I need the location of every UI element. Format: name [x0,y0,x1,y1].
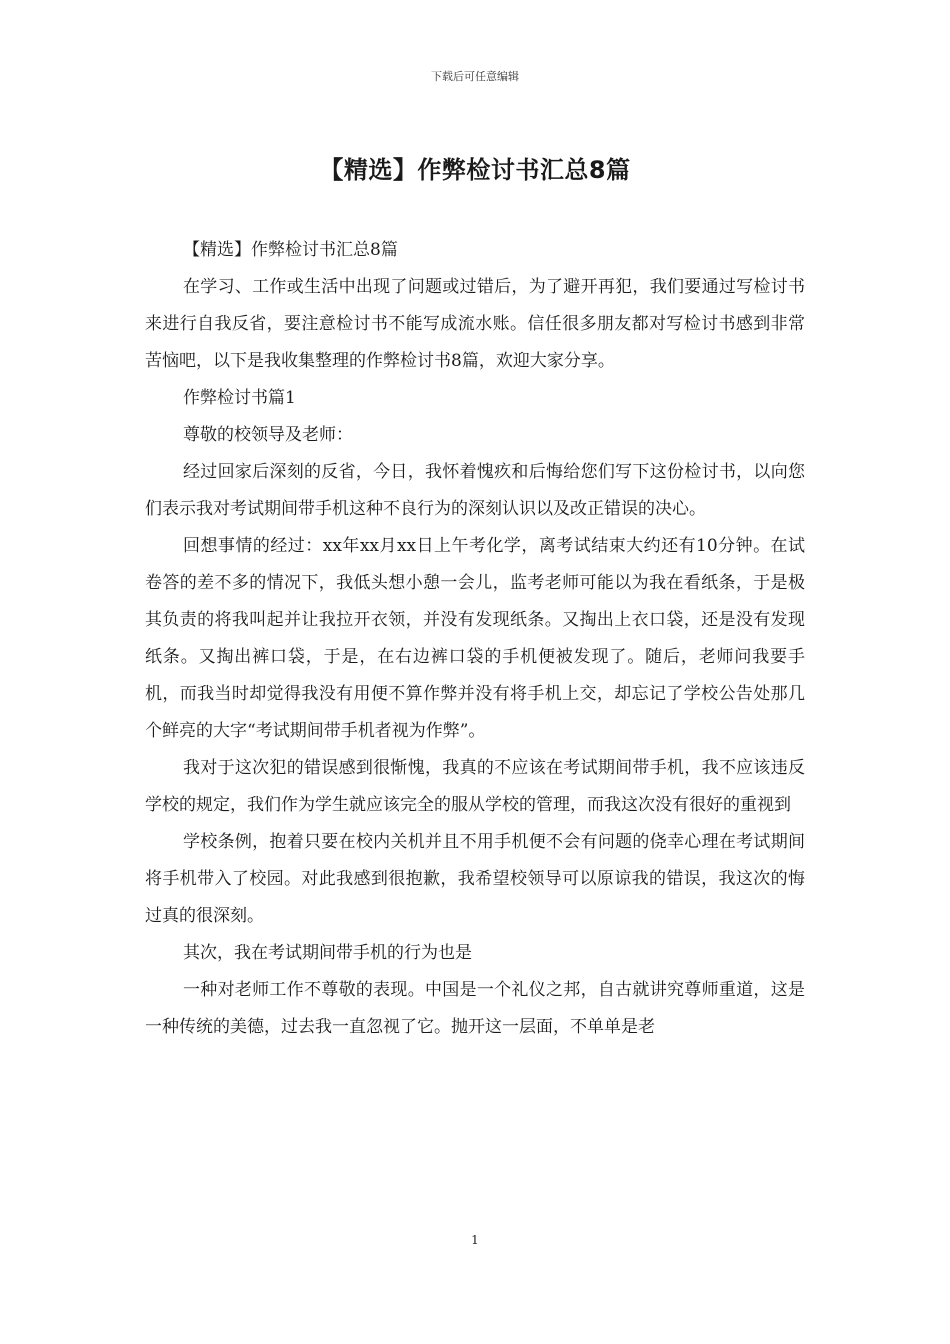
body-paragraph: 学校条例，抱着只要在校内关机并且不用手机便不会有问题的侥幸心理在考试期间将手机带入了校园。对此我感到很抱歉，我希望校领导可以原谅我的错误，我这次的悔过真的很深刻。 [145,832,805,926]
body-paragraph: 经过回家后深刻的反省，今日，我怀着愧疚和后悔给您们写下这份检讨书，以向您们表示我对考试期间带手机这种不良行为的深刻认识以及改正错误的决心。 [145,462,805,519]
page-number: 1 [471,1233,479,1247]
header-note: 下载后可任意编辑 [431,70,519,83]
document-body [145,232,805,1046]
body-paragraph: 回想事情的经过：xx年xx月xx日上午考化学，离考试结束大约还有10分钟。在试卷答的差不多的情况下，我低头想小憩一会儿，监考老师可能以为我在看纸条，于是极其负责的将我叫起并让我拉开衣领，并没有发现纸条。又掏出上衣口袋，还是没有发现纸条。又掏出裤口袋，于是，在右边裤口袋的手机便被发现了。随后，老师问我要手机，而我当时却觉得我没有用便不算作弊并没有将手机上交，却忘记了学校公告处那几个鲜亮的大字“考试期间带手机者视为作弊”。 [145,536,805,741]
section-heading: 作弊检讨书篇1 [183,388,296,408]
body-paragraph: 我对于这次犯的错误感到很惭愧，我真的不应该在考试期间带手机，我不应该违反学校的规定，我们作为学生就应该完全的服从学校的管理，而我这次没有很好的重视到 [145,758,805,815]
document-title: 【精选】作弊检讨书汇总8篇 [319,156,631,184]
salutation: 尊敬的校领导及老师： [183,425,353,445]
body-paragraph: 在学习、工作或生活中出现了问题或过错后，为了避开再犯，我们要通过写检讨书来进行自我反省，要注意检讨书不能写成流水账。信任很多朋友都对写检讨书感到非常苦恼吧，以下是我收集整理的作弊检讨书8篇，欢迎大家分享。 [145,277,805,371]
body-paragraph: 【精选】作弊检讨书汇总8篇 [183,240,398,260]
body-paragraph: 其次，我在考试期间带手机的行为也是 [183,943,472,963]
body-paragraph: 一种对老师工作不尊敬的表现。中国是一个礼仪之邦，自古就讲究尊师重道，这是一种传统的美德，过去我一直忽视了它。抛开这一层面，不单单是老 [145,980,805,1037]
